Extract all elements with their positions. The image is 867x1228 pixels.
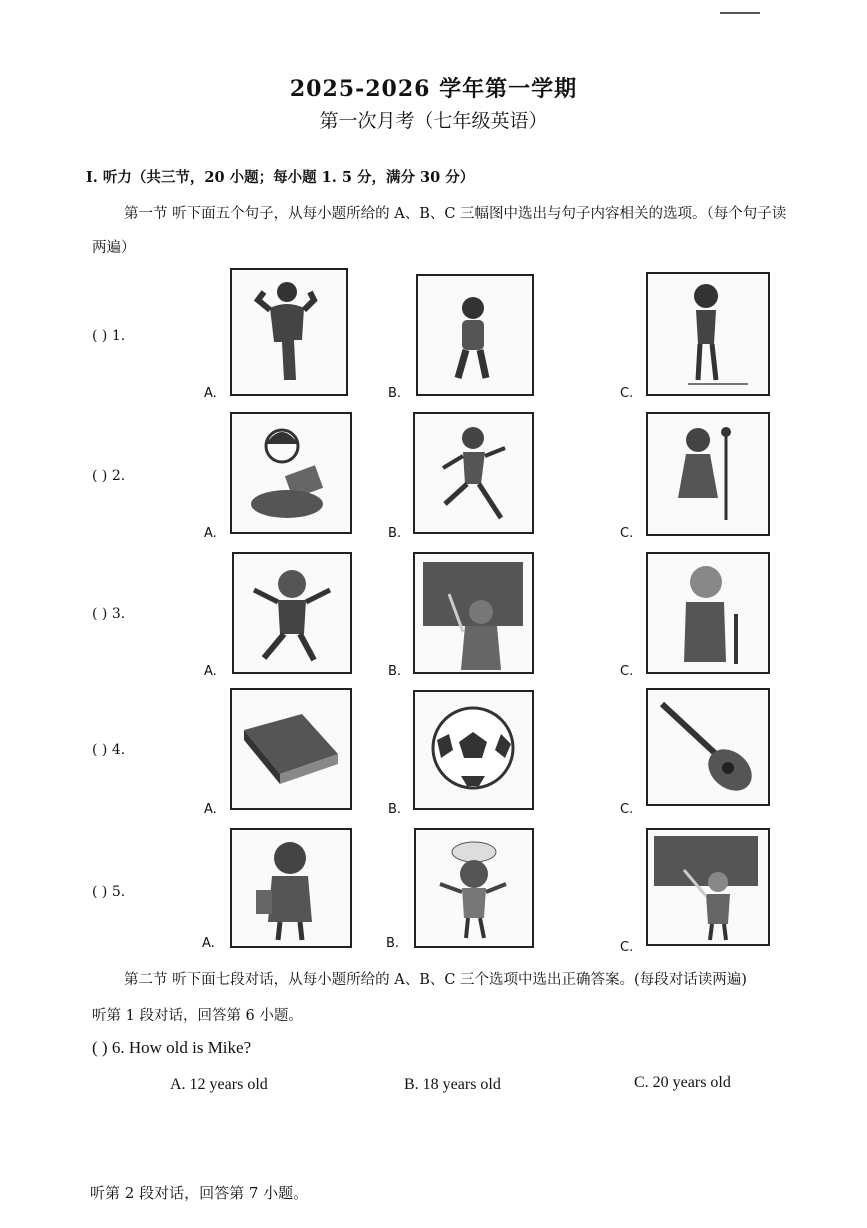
option-label-b: B.: [388, 802, 402, 817]
option-label-b: B.: [388, 664, 402, 679]
option-4b-picture[interactable]: [413, 690, 534, 810]
question-6-stem: ( ) 6. How old is Mike?: [92, 1038, 252, 1057]
q6-option-a[interactable]: A. 12 years old: [170, 1076, 268, 1093]
page-subtitle: 第一次月考（七年级英语）: [319, 110, 548, 132]
option-2b-picture[interactable]: [413, 412, 534, 534]
option-label-b: B.: [386, 936, 400, 951]
option-label-c: C.: [620, 526, 634, 541]
option-1c-picture[interactable]: [646, 272, 770, 396]
option-5a-picture[interactable]: [230, 828, 352, 948]
option-2a-picture[interactable]: [230, 412, 352, 534]
option-5b-picture[interactable]: [414, 828, 534, 948]
question-number-3: ( ) 3.: [92, 606, 126, 622]
section-heading: I. 听力（共三节，20 小题；每小题 1. 5 分，满分 30 分）: [86, 169, 475, 186]
part2-instruction: 第二节 听下面七段对话，从每小题所给的 A、B、C 三个选项中选出正确答案。(每段对话读两遍): [124, 972, 747, 988]
student-backpack-icon: [232, 830, 350, 946]
scan-mark: [720, 12, 760, 14]
book-icon: [232, 690, 350, 808]
option-1b-picture[interactable]: [416, 274, 534, 396]
boy-walking-icon: [418, 276, 532, 394]
old-man-dancing-icon: [234, 554, 350, 672]
option-label-a: A.: [202, 936, 215, 951]
option-1a-picture[interactable]: [230, 268, 348, 396]
q6-option-c[interactable]: C. 20 years old: [634, 1074, 731, 1091]
option-label-a: A.: [204, 802, 217, 817]
old-man-cane-icon: [648, 554, 768, 672]
girl-reading-icon: [232, 414, 350, 532]
thin-man-icon: [648, 274, 768, 394]
option-5c-picture[interactable]: [646, 828, 770, 946]
soccer-ball-icon: [415, 692, 532, 808]
option-4c-picture[interactable]: [646, 688, 770, 806]
question-number-1: ( ) 1.: [92, 328, 126, 344]
strong-man-icon: [232, 270, 346, 394]
option-2c-picture[interactable]: [646, 412, 770, 536]
q6-option-b[interactable]: B. 18 years old: [404, 1076, 501, 1093]
option-label-c: C.: [620, 802, 634, 817]
page-title: 2025-2026 学年第一学期: [289, 76, 578, 102]
option-label-c: C.: [620, 940, 634, 955]
option-label-c: C.: [620, 386, 634, 401]
option-label-c: C.: [620, 664, 634, 679]
part1-instruction: 第一节 听下面五个句子，从每小题所给的 A、B、C 三幅图中选出与句子内容相关的选项。（每个句子读: [124, 206, 787, 222]
option-label-a: A.: [204, 526, 217, 541]
option-label-b: B.: [388, 526, 402, 541]
teacher-pointing-icon: [648, 830, 768, 944]
option-3a-picture[interactable]: [232, 552, 352, 674]
option-3c-picture[interactable]: [646, 552, 770, 674]
question-number-5: ( ) 5.: [92, 884, 126, 900]
option-3b-picture[interactable]: [413, 552, 534, 674]
option-4a-picture[interactable]: [230, 688, 352, 810]
option-label-b: B.: [388, 386, 402, 401]
girl-singing-icon: [648, 414, 768, 534]
option-label-a: A.: [204, 386, 217, 401]
guitar-icon: [648, 690, 768, 804]
part1-instruction-cont: 两遍）: [92, 240, 136, 256]
dialogue-2-note: 听第 2 段对话，回答第 7 小题。: [90, 1184, 309, 1202]
dialogue-1-note: 听第 1 段对话，回答第 6 小题。: [92, 1008, 303, 1024]
question-number-4: ( ) 4.: [92, 742, 126, 758]
option-label-a: A.: [204, 664, 217, 679]
girl-running-icon: [415, 414, 532, 532]
question-number-2: ( ) 2.: [92, 468, 126, 484]
teacher-at-board-icon: [415, 554, 532, 672]
cook-icon: [416, 830, 532, 946]
